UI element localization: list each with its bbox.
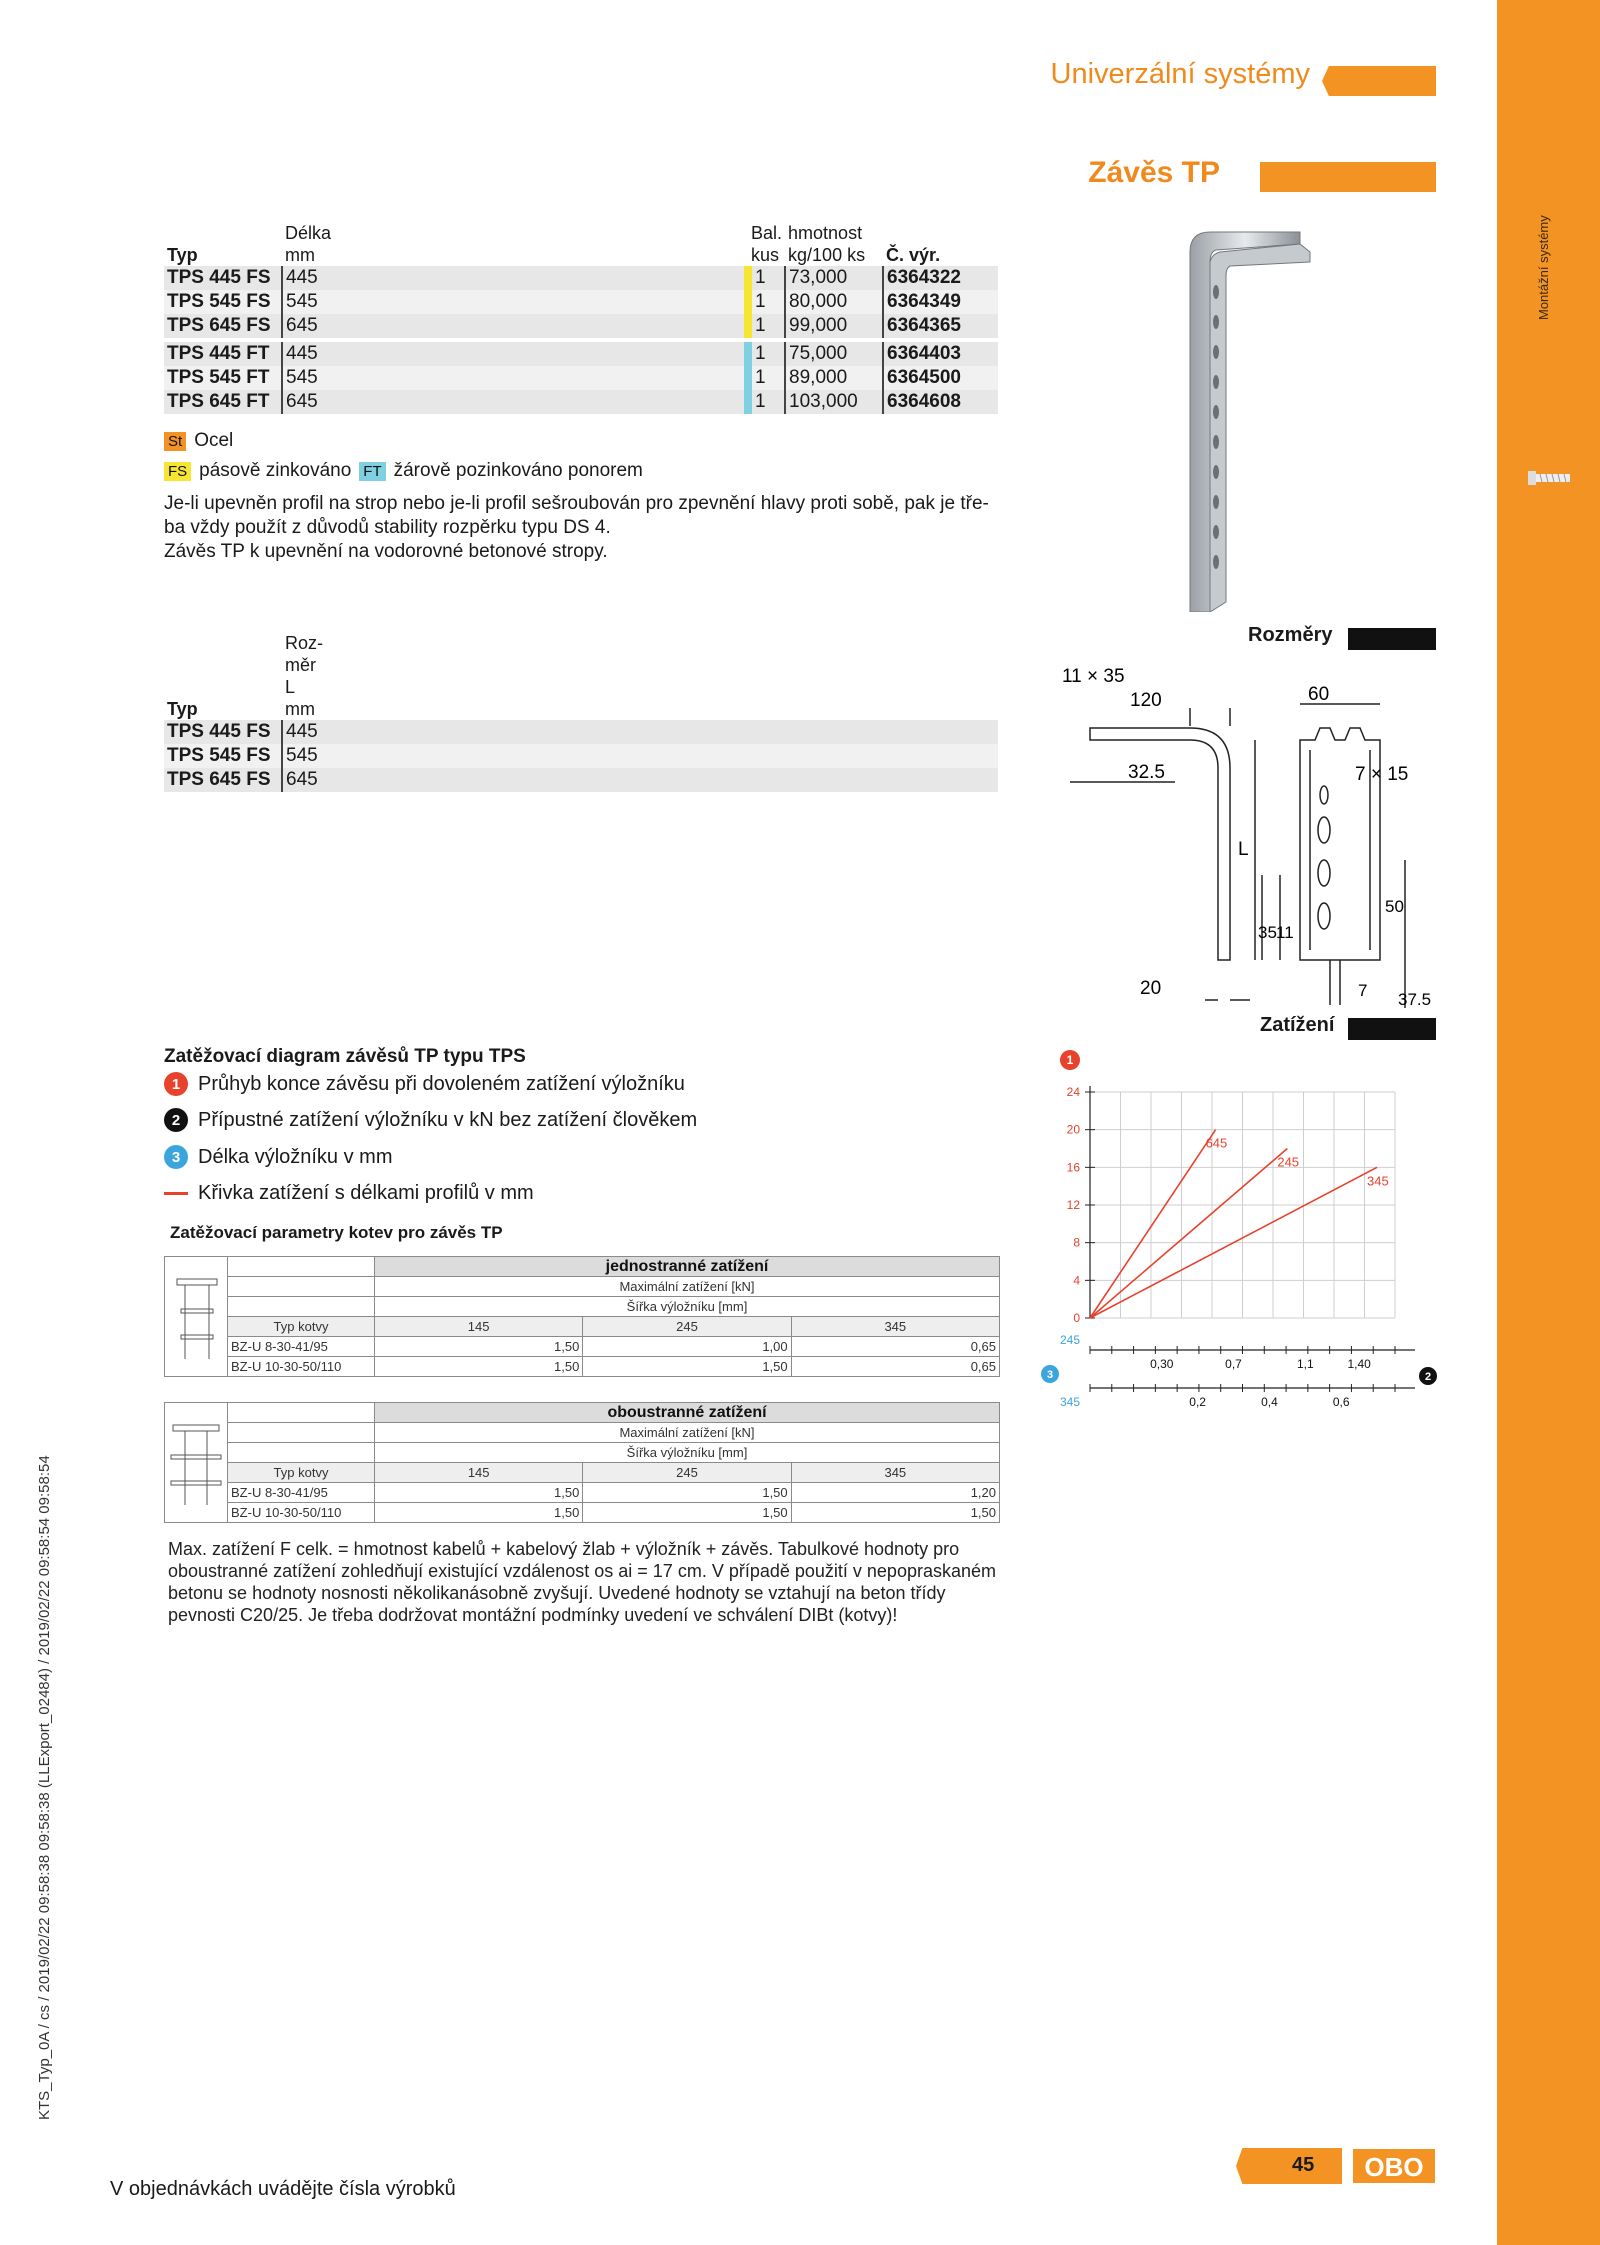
series-label-245: 245	[1277, 1154, 1300, 1170]
st-label: Ocel	[194, 430, 234, 451]
dim-L: L	[1238, 839, 1249, 860]
obo-logo	[1353, 2149, 1435, 2183]
anchor-params-title: Zatěžovací parametry kotev pro závěs TP	[170, 1223, 503, 1242]
zatizeni-label: Zatížení	[1260, 1014, 1335, 1036]
section-title-tab	[1322, 66, 1436, 96]
marker-3-label: 3	[1046, 1369, 1054, 1381]
dim-col-2: měr	[285, 655, 316, 675]
dim-50: 50	[1385, 897, 1404, 916]
table-row: TPS 545 FS 545 1 80,000 6364349	[164, 290, 998, 314]
legend-item-1	[164, 1072, 685, 1096]
description-line-3: Závěs TP k upevnění na vodorovné betonové stropy.	[164, 541, 608, 562]
technical-drawing	[1040, 660, 1480, 1010]
export-meta: KTS_Typ_0A / cs / 2019/02/22 09:58:38 09:58:38 (LLExport_02484) / 2019/02/22 09:58:54 09:58:54	[36, 1455, 53, 2120]
two-sided-table: oboustranné zatížení Maximální zatížení [kN] Šířka výložníku [mm] Typ kotvy 145 245 345 BZ-U 8-30-41/95 1,50 1,50 1,20 BZ-U 10-30-50/110 1,50 1,50 1,50	[164, 1402, 1000, 1523]
marker-2-icon: 2	[164, 1108, 188, 1132]
svg-text:OBO: OBO	[1364, 2152, 1424, 2182]
col-hmot-1: hmotnost	[788, 223, 863, 243]
side-section-label: Montážní systémy	[1536, 215, 1551, 320]
description-line-2: ba vždy použít z důvodů stability rozpěrku typu DS 4.	[164, 517, 611, 538]
rozmery-label: Rozměry	[1248, 624, 1333, 646]
table-row: TPS 445 FT 445 1 75,000 6364403	[164, 342, 998, 366]
table-row: TPS 545 FS 545	[164, 744, 998, 768]
table-row: BZ-U 8-30-41/95 1,50 1,00 0,65	[165, 1337, 1000, 1357]
product-table	[164, 222, 998, 414]
marker-1-label: 1	[1066, 1053, 1074, 1067]
col-delka-1: Délka	[285, 223, 332, 243]
one-sided-figure	[165, 1257, 228, 1377]
col-hmot-2: kg/100 ks	[788, 245, 866, 265]
table-row: TPS 445 FS 445	[164, 720, 998, 744]
y-tick-label: 4	[1073, 1273, 1080, 1288]
dim-32-5: 32.5	[1128, 762, 1165, 783]
dim-11x35: 11 × 35	[1062, 666, 1125, 687]
one-sided-width-label: Šířka výložníku [mm]	[375, 1297, 1000, 1317]
series-line-645	[1090, 1130, 1216, 1318]
series-line-245	[1090, 1149, 1287, 1319]
screw-icon	[1526, 470, 1574, 491]
marker-3-icon: 3	[164, 1145, 188, 1169]
two-sided-width-label: Šířka výložníku [mm]	[375, 1443, 1000, 1463]
x3-row-345: 345	[1059, 1395, 1081, 1408]
footer-text: V objednávkách uvádějte čísla výrobků	[110, 2178, 456, 2200]
material-steel	[164, 430, 233, 452]
description-line-1: Je-li upevněn profil na strop nebo je-li profil sešroubován pro zpevnění hlavy proti sobě, pak je tře-	[164, 493, 989, 514]
dim-11: 11	[1276, 923, 1294, 942]
dim-7: 7	[1358, 981, 1368, 1000]
marker-2-label: 2	[1424, 1371, 1432, 1383]
table-row: TPS 645 FT 645 1 103,000 6364608	[164, 390, 998, 414]
rozmery-tab	[1348, 628, 1436, 650]
section-title: Univerzální systémy	[1050, 58, 1310, 90]
x2-tick-label: 0,30	[1150, 1357, 1174, 1371]
table-row: BZ-U 10-30-50/110 1,50 1,50 0,65	[165, 1357, 1000, 1377]
load-chart	[1040, 1048, 1440, 1408]
product-title-tab	[1260, 162, 1436, 192]
page-number-tab	[1236, 2148, 1342, 2184]
y-tick-label: 8	[1073, 1235, 1080, 1250]
zatizeni-tab	[1348, 1018, 1436, 1040]
side-color-bar	[1497, 0, 1600, 2245]
y-tick-label: 20	[1066, 1122, 1080, 1137]
col-typ: Typ	[167, 245, 198, 265]
legend-item-curve	[164, 1182, 534, 1205]
one-sided-caption: jednostranné zatížení	[375, 1257, 1000, 1277]
col-cvyr: Č. výr.	[886, 245, 941, 265]
table-row: BZ-U 10-30-50/110 1,50 1,50 1,50	[165, 1503, 1000, 1523]
fs-label: pásově zinkováno	[199, 460, 352, 481]
legend-item-3	[164, 1145, 393, 1169]
legend-text-2: Přípustné zatížení výložníku v kN bez zatížení člověkem	[198, 1108, 698, 1131]
dim-col-4: mm	[285, 699, 315, 719]
series-label-345: 345	[1367, 1173, 1389, 1189]
dim-60: 60	[1308, 684, 1330, 705]
y-tick-label: 0	[1073, 1311, 1080, 1325]
table-row: TPS 545 FT 545 1 89,000 6364500	[164, 366, 998, 390]
ft-badge: FT	[359, 462, 385, 481]
legend-text-3: Délka výložníku v mm	[198, 1145, 393, 1168]
dim-20: 20	[1140, 978, 1162, 999]
fs-badge: FS	[164, 462, 191, 481]
y-tick-label: 16	[1066, 1160, 1080, 1175]
two-sided-figure	[165, 1403, 228, 1523]
dim-col-typ: Typ	[167, 699, 198, 719]
marker-1-icon: 1	[164, 1072, 188, 1096]
two-sided-col-header: Typ kotvy	[228, 1463, 375, 1483]
dim-7x15: 7 × 15	[1355, 764, 1409, 785]
one-sided-table: jednostranné zatížení Maximální zatížení [kN] Šířka výložníku [mm] Typ kotvy 145 245 345 BZ-U 8-30-41/95 1,50 1,00 0,65 BZ-U 10-30-50/110 1,50 1,50 0,65	[164, 1256, 1000, 1377]
one-sided-max-label: Maximální zatížení [kN]	[375, 1277, 1000, 1297]
dim-col-3: L	[285, 677, 296, 697]
x2-tick-label: 1,40	[1347, 1357, 1371, 1371]
dim-35: 35	[1258, 923, 1277, 942]
dim-col-1: Roz-	[285, 633, 324, 653]
y-tick-label: 12	[1066, 1198, 1080, 1212]
col-bal-1: Bal.	[751, 223, 783, 243]
table-row: BZ-U 8-30-41/95 1,50 1,50 1,20	[165, 1483, 1000, 1503]
st-badge: St	[164, 432, 186, 451]
material-finishes	[164, 460, 643, 482]
x2-tick-label: 1,1	[1296, 1357, 1314, 1371]
curve-swatch	[164, 1192, 188, 1195]
x2-tick-label: 0,7	[1225, 1357, 1242, 1371]
col-bal-2: kus	[751, 245, 780, 265]
legend-text-1: Průhyb konce závěsu při dovoleném zatížení výložníku	[198, 1072, 685, 1095]
dim-37-5: 37.5	[1398, 990, 1432, 1009]
x3-row-245: 245	[1059, 1333, 1081, 1347]
description	[164, 492, 1004, 564]
dim-120: 120	[1130, 690, 1162, 711]
table-row: TPS 645 FS 645 1 99,000 6364365	[164, 314, 998, 338]
product-title: Závěs TP	[1088, 156, 1220, 189]
load-diagram-title: Zatěžovací diagram závěsů TP typu TPS	[164, 1046, 526, 1067]
page-number: 45	[1292, 2154, 1315, 2176]
one-sided-col-header: Typ kotvy	[228, 1317, 375, 1337]
product-image	[1170, 222, 1320, 617]
load-note: Max. zatížení F celk. = hmotnost kabelů + kabelový žlab + výložník + závěs. Tabulkové hodnoty pro oboustranné zatížení zohledňují existující vzdálenost os ai = 17 cm. V případě použití v nepopraskaném betonu se hodnoty nosnosti několikanásobně zvyšují. Uvedené hodnoty se vztahují na beton třídy pevnosti C20/25. Je třeba dodržovat montážní podmínky uvedení ve schválení DIBt (kotvy)!	[168, 1539, 996, 1625]
ft-label: žárově pozinkováno ponorem	[393, 460, 643, 481]
series-label-645: 645	[1205, 1135, 1228, 1151]
x3-tick-label: 0,2	[1189, 1395, 1206, 1408]
y-tick-label: 24	[1066, 1085, 1080, 1099]
x3-tick-label: 0,6	[1332, 1395, 1350, 1408]
two-sided-max-label: Maximální zatížení [kN]	[375, 1423, 1000, 1443]
legend-text-curve: Křivka zatížení s délkami profilů v mm	[198, 1182, 534, 1204]
table-row: TPS 445 FS 445 1 73,000 6364322	[164, 266, 998, 290]
dimensions-table	[164, 632, 998, 792]
table-row: TPS 645 FS 645	[164, 768, 998, 792]
two-sided-caption: oboustranné zatížení	[375, 1403, 1000, 1423]
legend-item-2	[164, 1108, 697, 1132]
x3-tick-label: 0,4	[1261, 1395, 1278, 1408]
col-delka-2: mm	[285, 245, 315, 265]
